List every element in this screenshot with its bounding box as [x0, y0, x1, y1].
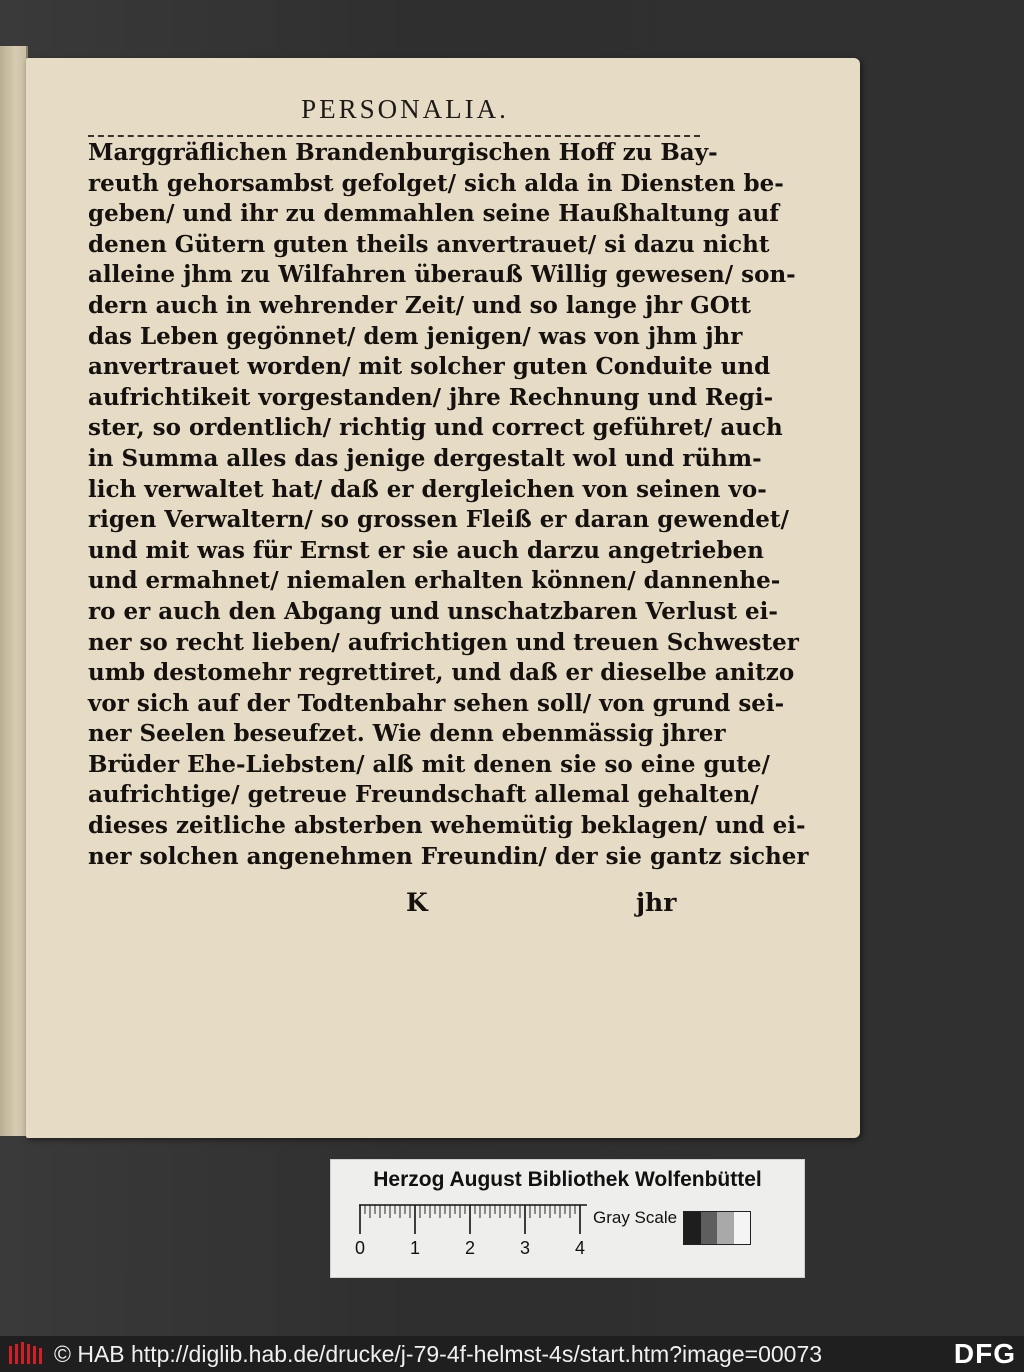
ruler-label: 1 [410, 1238, 421, 1258]
text-line: in Summa alles das jenige dergestalt wol und rühm- [88, 444, 762, 472]
text-line: und mit was für Ernst er sie auch darzu angetrieben [88, 536, 764, 564]
ruler-label: 4 [575, 1238, 586, 1258]
gray-swatch [701, 1212, 718, 1244]
gray-swatch [734, 1212, 751, 1244]
ruler-labels [355, 1238, 595, 1262]
ruler-label: 2 [465, 1238, 476, 1258]
page-footer-marks [88, 888, 708, 924]
text-line: Marggräflichen Brandenburgischen Hoff zu Bay- [88, 139, 718, 166]
ruler-label: 0 [355, 1238, 366, 1258]
text-line: anvertrauet worden/ mit solcher guten Conduite und [88, 353, 771, 381]
text-line: aufrichtikeit vorgestanden/ jhre Rechnung und Regi- [88, 383, 774, 411]
text-line: aufrichtige/ getreue Freundschaft allemal gehalten/ [88, 781, 759, 809]
text-line: Brüder Ehe-Liebsten/ alß mit denen sie so eine gute/ [88, 750, 770, 778]
gray-swatch [717, 1212, 734, 1244]
text-line: ner solchen angenehmen Freundin/ der sie gantz sicher [88, 842, 809, 870]
text-line: vor sich auf der Todtenbahr sehen soll/ von grund sei- [88, 689, 785, 717]
gray-scale-swatches [683, 1211, 751, 1245]
body-text [88, 138, 809, 872]
text-line: das Leben gegönnet/ dem jenigen/ was von jhm jhr [88, 322, 743, 350]
previous-page-edge [0, 46, 28, 1136]
scanned-page [26, 58, 860, 1138]
text-line: rigen Verwaltern/ so grossen Fleiß er daran gewendet/ [88, 506, 789, 534]
header-rule [88, 135, 700, 137]
source-link[interactable]: © HAB http://diglib.hab.de/drucke/j-79-4f-helmst-4s/start.htm?image=00073 [54, 1341, 823, 1367]
text-line: dieses zeitliche absterben wehemütig beklagen/ und ei- [88, 812, 806, 840]
institution-name: Herzog August Bibliothek Wolfenbüttel [373, 1168, 762, 1191]
text-line: denen Gütern guten theils anvertrauet/ si dazu nicht [88, 230, 770, 258]
color-scale-card [330, 1159, 805, 1278]
hab-logo-icon [8, 1342, 44, 1366]
text-line: reuth gehorsambst gefolget/ sich alda in Diensten be- [88, 169, 784, 197]
gray-scale-label: Gray Scale [593, 1208, 678, 1227]
text-line: lich verwaltet hat/ daß er dergleichen von seinen vo- [88, 475, 767, 503]
text-line: geben/ und ihr zu demmahlen seine Haußhaltung auf [88, 200, 780, 228]
running-head: PERSONALIA. [301, 94, 509, 124]
text-line: ner so recht lieben/ aufrichtigen und treuen Schwester [88, 628, 799, 656]
text-line: und ermahnet/ niemalen erhalten können/ dannenhe- [88, 567, 781, 595]
gray-swatch [684, 1212, 701, 1244]
signature-mark: K [406, 888, 428, 917]
text-line: alleine jhm zu Wilfahren überauß Willig gewesen/ son- [88, 261, 796, 289]
footer-bar [0, 1336, 1024, 1372]
catchword: jhr [636, 888, 677, 917]
text-line: ner Seelen beseufzet. Wie denn ebenmässig jhrer [88, 720, 726, 748]
dfg-logo: DFG [953, 1338, 1016, 1369]
text-line: ster, so ordentlich/ richtig und correct geführet/ auch [88, 414, 783, 442]
text-line: ro er auch den Abgang und unschatzbaren Verlust ei- [88, 597, 778, 625]
text-line: umb destomehr regrettiret, und daß er dieselbe anitzo [88, 659, 795, 687]
text-line: dern auch in wehrender Zeit/ und so lange jhr GOtt [88, 291, 752, 319]
ruler-label: 3 [520, 1238, 531, 1258]
